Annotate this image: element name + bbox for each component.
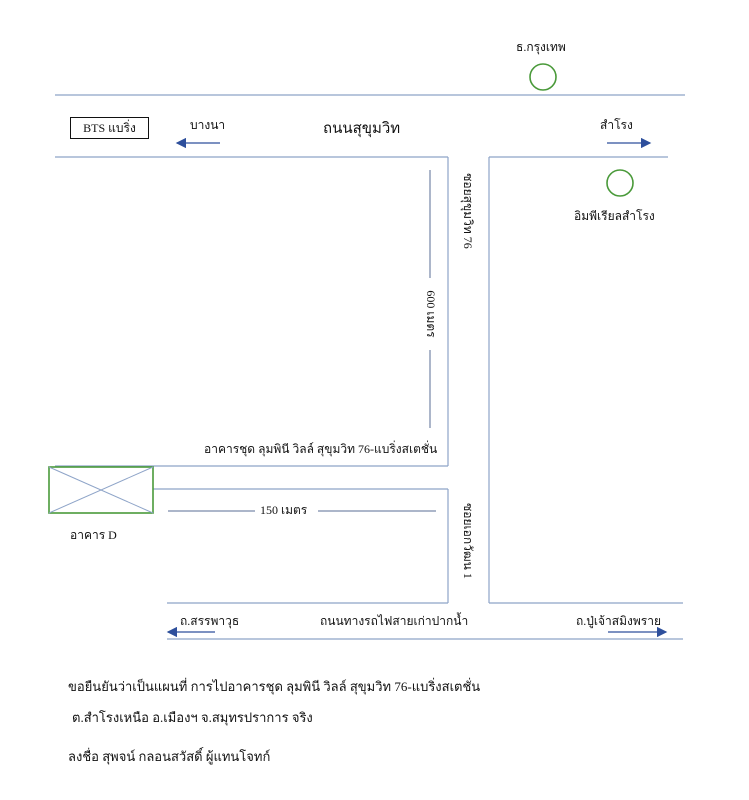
soi76-label: ซอยสุขุมวิท 76 [461, 173, 475, 249]
imperial-label: อิมพีเรียลสำโรง [574, 209, 655, 223]
signature-line: ลงชื่อ สุพจน์ กลอนสวัสดิ์ ผู้แทนโจทก์ [68, 749, 271, 764]
sukhumvit-road-label: ถนนสุขุมวิท [323, 121, 401, 137]
bangna-label: บางนา [190, 118, 226, 132]
building-d-label: อาคาร D [70, 528, 117, 542]
certification-line-2: ต.สำโรงเหนือ อ.เมืองฯ จ.สมุทรปราการ จริง [72, 710, 313, 725]
distance-150-label: 150 เมตร [260, 503, 308, 517]
pu-chao-label: ถ.ปู่เจ้าสมิงพราย [576, 614, 661, 628]
building-d-icon [49, 467, 153, 513]
distance-600-label: 600 เมตร [424, 290, 438, 338]
sappawut-label: ถ.สรรพาวุธ [180, 614, 240, 628]
bts-station-box [70, 117, 149, 139]
bts-label: BTS แบริ่ง [83, 120, 136, 135]
bank-label: ธ.กรุงเทพ [516, 40, 566, 54]
samrong-label: สำโรง [600, 118, 633, 132]
certification-line-1: ขอยืนยันว่าเป็นแผนที่ การไปอาคารชุด ลุมพินี วิลล์ สุขุมวิท 76-แบริ่งสเตชั่น [68, 679, 481, 694]
imperial-marker-icon [607, 170, 633, 196]
condo-label: อาคารชุด ลุมพินี วิลล์ สุขุมวิท 76-แบริ่งสเตชั่น [204, 442, 438, 456]
bank-marker-icon [530, 64, 556, 90]
railway-road-label: ถนนทางรถไฟสายเก่าปากน้ำ [320, 614, 469, 628]
soi1-label: ซอยเอกวัฒน 1 [461, 503, 475, 579]
